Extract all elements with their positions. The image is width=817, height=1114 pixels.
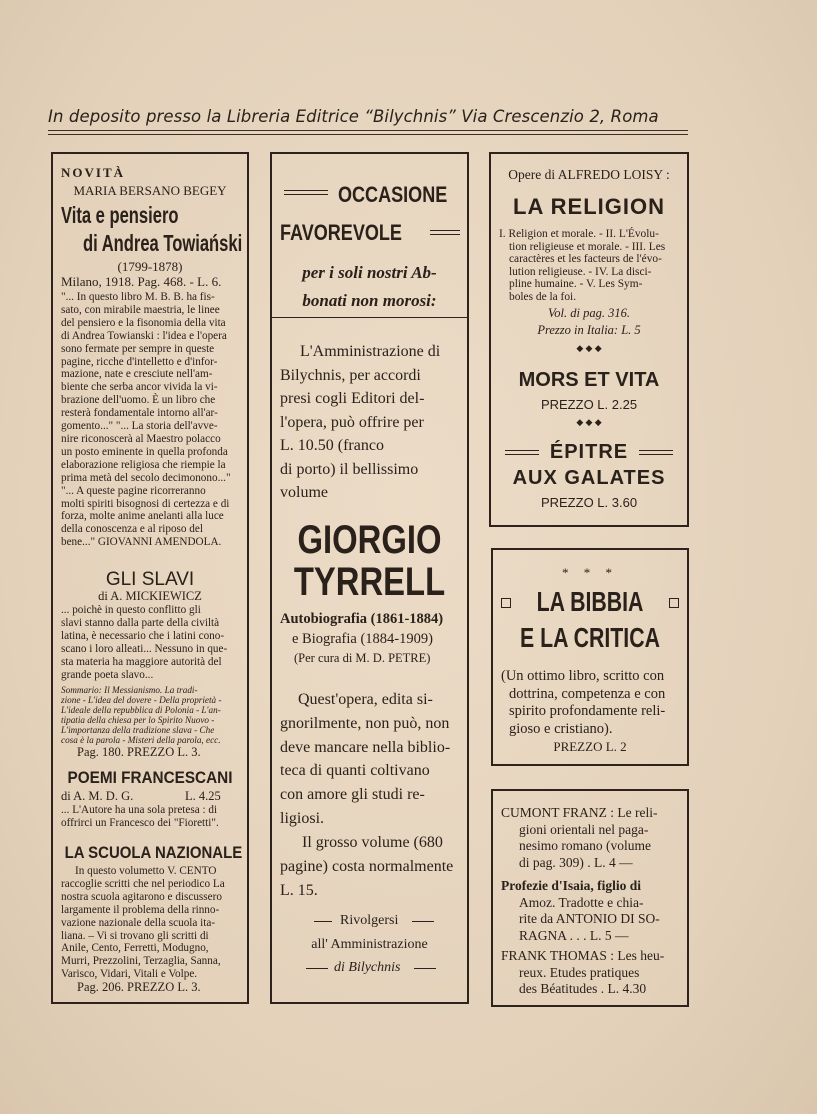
- entry-line: des Béatitudes . L. 4.30: [519, 981, 647, 996]
- author-mickiewicz: di A. MICKIEWICZ: [98, 589, 202, 603]
- desc-line: vazione nazionale della scuola ita-: [61, 916, 216, 929]
- author-amdg: di A. M. D. G.: [61, 789, 134, 803]
- desc-line: dottrina, competenza e con: [509, 685, 666, 702]
- epitre-price: PREZZO L. 3.60: [540, 495, 638, 510]
- offer-paragraph: [280, 340, 440, 505]
- quote-line: prima metà del secolo decimonono...": [61, 471, 231, 484]
- diamond-ornament: ◆ ◆ ◆: [576, 343, 602, 353]
- desc-line: ligiosi.: [280, 809, 325, 827]
- quote-line: "... A queste pagine ricorreranno: [61, 484, 206, 497]
- author-bersano: MARIA BERSANO BEGEY: [73, 183, 227, 198]
- quote-line: sato, con mirabile maestria, le linee: [61, 303, 220, 316]
- quote-line: mazione, nate e cresciute nell'am-: [61, 368, 213, 381]
- title-aux-galates: AUX GALATES: [512, 467, 666, 489]
- entry-line: nesimo romano (volume: [519, 838, 651, 853]
- title-la-bibbia: LA BIBBIA: [536, 586, 644, 617]
- quote-line: del pensiero e la fisonomia della vita: [61, 316, 226, 329]
- desc-line: In questo volumetto V. CENTO: [75, 865, 217, 877]
- desc-line: latina, è necessario che i latini cono-: [61, 629, 225, 642]
- ornament-line: [306, 968, 328, 969]
- desc-line: teca di quanti coltivano: [280, 762, 430, 780]
- entry-line: CUMONT FRANZ : Le reli-: [501, 805, 658, 820]
- contents-line: I. Religion et morale. - II. L'Évolu-: [499, 228, 659, 240]
- quote-line: della conoscenza e al riposo del: [61, 523, 203, 536]
- square-ornament-icon: [669, 598, 679, 608]
- quote-line: resterà fondamentale intorno all'ar-: [61, 407, 218, 420]
- header-rule-2: [48, 134, 688, 135]
- offer-line: presi cogli Editori del-: [280, 390, 425, 407]
- title-andrea-towianski: di Andrea Towiański: [83, 230, 243, 256]
- offer-line: L'Amministrazione di: [300, 343, 441, 360]
- title-vita-pensiero: Vita e pensiero: [61, 202, 179, 228]
- title-giorgio: GIORGIO: [297, 518, 442, 562]
- desc-line: gnorilmente, non può, non: [280, 714, 450, 732]
- desc-line: sta materia ha maggiore autorità del: [61, 655, 222, 668]
- entry-line: Profezie d'Isaia, figlio di: [501, 878, 641, 893]
- quote-line: pagine, ricche d'intelletto e d'infor-: [61, 355, 218, 368]
- title-poemi-francescani: POEMI FRANCESCANI: [67, 768, 233, 787]
- years-label: (1799-1878): [117, 259, 183, 274]
- price-line: pagine) costa normalmente: [280, 857, 454, 875]
- quote-line: bene..." GIOVANNI AMENDOLA.: [61, 536, 222, 549]
- column-2-box: [270, 152, 469, 1004]
- square-ornament-icon: [501, 598, 511, 608]
- desc-line: ... poichè in questo conflitto gli: [61, 604, 201, 616]
- page-header: In deposito presso la Libreria Editrice “Bilychnis” Via Crescenzio 2, Roma: [48, 107, 659, 126]
- loisy-box: [489, 152, 689, 527]
- price-paragraph: [280, 831, 453, 902]
- desc-line: (Un ottimo libro, scritto con: [501, 668, 665, 684]
- title-la-religion: LA RELIGION: [513, 194, 665, 219]
- desc-line: Anile, Cento, Ferretti, Modugno,: [61, 942, 209, 955]
- offer-line: l'opera, può offrire per: [280, 413, 424, 431]
- desc-gli-slavi: [61, 604, 227, 681]
- title-scuola-nazionale: LA SCUOLA NAZIONALE: [64, 843, 243, 862]
- ornament-line: [284, 190, 328, 191]
- desc-line: nostra scuola agitarono e discussero: [61, 890, 222, 903]
- description-paragraph: [280, 688, 450, 831]
- quote-line: sono fermate per sempre in queste: [61, 342, 215, 355]
- quote-line: nire riconoscerà al Maestro polacco: [61, 432, 221, 445]
- opere-loisy: Opere di ALFREDO LOISY :: [508, 167, 670, 182]
- entry-line: RAGNA . . . L. 5 —: [519, 927, 629, 943]
- religion-contents: [499, 228, 665, 304]
- contents-line: tion religieuse et morale. - III. Les: [509, 240, 666, 253]
- desc-scuola: [61, 865, 225, 981]
- quote-line: gomento..." "... La storia dell'avve-: [61, 420, 218, 433]
- offer-line: di porto) il bellissimo: [280, 460, 419, 478]
- stars-ornament: * * *: [562, 565, 618, 580]
- desc-line: offrirci un Francesco dei "Fioretti".: [61, 816, 219, 829]
- quote-line: "... In questo libro M. B. B. ha fis-: [61, 291, 215, 303]
- desc-line: deve mancare nella biblio-: [280, 738, 451, 756]
- desc-line: liana. – Vi si trovano gli scritti di: [61, 929, 209, 942]
- title-tyrrell: TYRRELL: [293, 560, 446, 604]
- desc-line: Murri, Prezzolini, Terzaglia, Sanna,: [61, 955, 221, 968]
- bibbia-description: [501, 668, 665, 738]
- desc-line: raccoglie scritti che nel periodico La: [61, 877, 225, 890]
- prezzo-italia: Prezzo in Italia: L. 5: [537, 323, 641, 337]
- quote-line: elaborazione religiosa che riempie la: [61, 458, 226, 471]
- sommario-line: tipatia della chiesa per lo Spirito Nuovo -: [61, 715, 215, 725]
- sommario-line: L'importanza della tradizione slava - Che: [61, 725, 215, 735]
- offer-line: volume: [280, 484, 328, 501]
- quote-line: un posto eminente in quella profonda: [61, 445, 228, 458]
- sommario-line: Sommario: Il Messianismo. La tradi-: [61, 685, 198, 695]
- thomas-entry: [501, 948, 664, 998]
- desc-line: con amore gli studi re-: [280, 786, 425, 804]
- contents-line: lution religieuse. - IV. La disci-: [509, 265, 652, 278]
- pub-info-1: Milano, 1918. Pag. 468. - L. 6.: [61, 274, 222, 289]
- contents-line: pline humaine. - V. Les Sym-: [509, 278, 643, 291]
- cumont-entry: [501, 805, 658, 871]
- biografia-line: e Biografia (1884-1909): [292, 631, 433, 647]
- sommario-line: L'ideale della repubblica di Polonia - L'an-: [61, 705, 221, 715]
- contents-line: caractères et les facteurs de l'évo-: [509, 253, 662, 266]
- title-epitre: ÉPITRE: [549, 441, 629, 463]
- desc-line: Varisco, Vidari, Vitali e Volpe.: [61, 968, 198, 981]
- desc-line: gioso e cristiano).: [509, 720, 613, 737]
- ornament-line: [284, 194, 328, 195]
- entry-line: gioni orientali nel paga-: [519, 821, 649, 837]
- diamond-ornament: ◆ ◆ ◆: [576, 417, 602, 427]
- entry-line: FRANK THOMAS : Les heu-: [501, 948, 665, 963]
- desc-line: scano i loro alleati... Nessuno in que-: [61, 642, 228, 655]
- desc-line: ... L'Autore ha una sola pretesa : di: [61, 804, 218, 816]
- title-mors-et-vita: MORS ET VITA: [518, 369, 660, 391]
- price-poemi: L. 4.25: [185, 789, 221, 803]
- novita-label: NOVITÀ: [61, 165, 126, 180]
- ornament-line: [414, 968, 436, 969]
- volume-pages: Vol. di pag. 316.: [548, 306, 630, 320]
- title-e-la-critica: E LA CRITICA: [520, 622, 660, 653]
- ornament-line: [412, 921, 434, 922]
- desc-line: largamente il problema della rinno-: [61, 903, 220, 916]
- quote-line: brazione dell'uomo. È un libro che: [61, 394, 216, 407]
- quote-amendola: [61, 291, 243, 549]
- price-line: L. 15.: [280, 881, 318, 899]
- amministrazione-line: all' Amministrazione: [311, 937, 428, 952]
- entry-line: reux. Etudes pratiques: [519, 964, 640, 980]
- contents-line: boles de la foi.: [509, 290, 577, 303]
- desc-line: grande poeta slavo...: [61, 668, 154, 681]
- rivolgersi-line: Rivolgersi: [340, 913, 399, 928]
- quote-line: molti spiriti bisognosi di certezza e di: [61, 497, 230, 510]
- desc-poemi: [61, 804, 219, 830]
- offer-line: Bilychnis, per accordi: [280, 366, 421, 384]
- sommario-line: cosa è la parola - Misteri della parola, ecc.: [61, 735, 221, 745]
- mors-price: PREZZO L. 2.25: [540, 397, 638, 412]
- column-1-box: [51, 152, 249, 1004]
- sommario-gli-slavi: [61, 685, 222, 745]
- per-cura-line: (Per cura di M. D. PETRE): [294, 651, 431, 665]
- divider: [272, 317, 467, 318]
- profezie-entry: [501, 878, 660, 944]
- abbonati-line-1: per i soli nostri Ab-: [302, 263, 437, 282]
- title-occasione: OCCASIONE: [338, 182, 448, 207]
- quote-line: di Andrea Towianski : l'idea e l'opera: [61, 329, 227, 342]
- ornament-line: [639, 454, 673, 455]
- pub-info-4: Pag. 206. PREZZO L. 3.: [77, 980, 201, 994]
- quote-line: forza, molte anime anelanti alla luce: [61, 510, 224, 523]
- bilychnis-line: di Bilychnis: [334, 960, 401, 975]
- entry-line: Amoz. Tradotte e chia-: [519, 894, 644, 910]
- desc-line: slavi stanno dalla parte della civiltà: [61, 616, 220, 629]
- desc-line: spirito profondamente reli-: [509, 703, 666, 719]
- sommario-line: zione - L'idea del dovere - Della proprietà -: [61, 695, 222, 705]
- offer-line: L. 10.50 (franco: [280, 437, 384, 454]
- bibbia-box: [491, 548, 689, 766]
- ornament-line: [430, 234, 460, 235]
- ornament-line: [314, 921, 332, 922]
- misc-books-box: [491, 789, 689, 1007]
- bibbia-price: PREZZO L. 2: [553, 739, 627, 754]
- quote-line: biente che serba ancor vivida la vi-: [61, 381, 218, 394]
- ornament-line: [639, 450, 673, 451]
- title-favorevole: FAVOREVOLE: [280, 220, 402, 245]
- ornament-line: [430, 230, 460, 231]
- price-line: Il grosso volume (680: [302, 834, 443, 851]
- autobiografia-line: Autobiografia (1861-1884): [280, 611, 444, 627]
- header-rule: [48, 130, 688, 131]
- entry-line: di pag. 309) . L. 4 —: [519, 854, 633, 870]
- entry-line: rite da ANTONIO DI SO-: [519, 911, 660, 926]
- desc-line: Quest'opera, edita si-: [298, 691, 433, 708]
- pub-info-2: Pag. 180. PREZZO L. 3.: [77, 745, 201, 759]
- title-gli-slavi: GLI SLAVI: [105, 569, 195, 590]
- abbonati-line-2: bonati non morosi:: [302, 291, 437, 310]
